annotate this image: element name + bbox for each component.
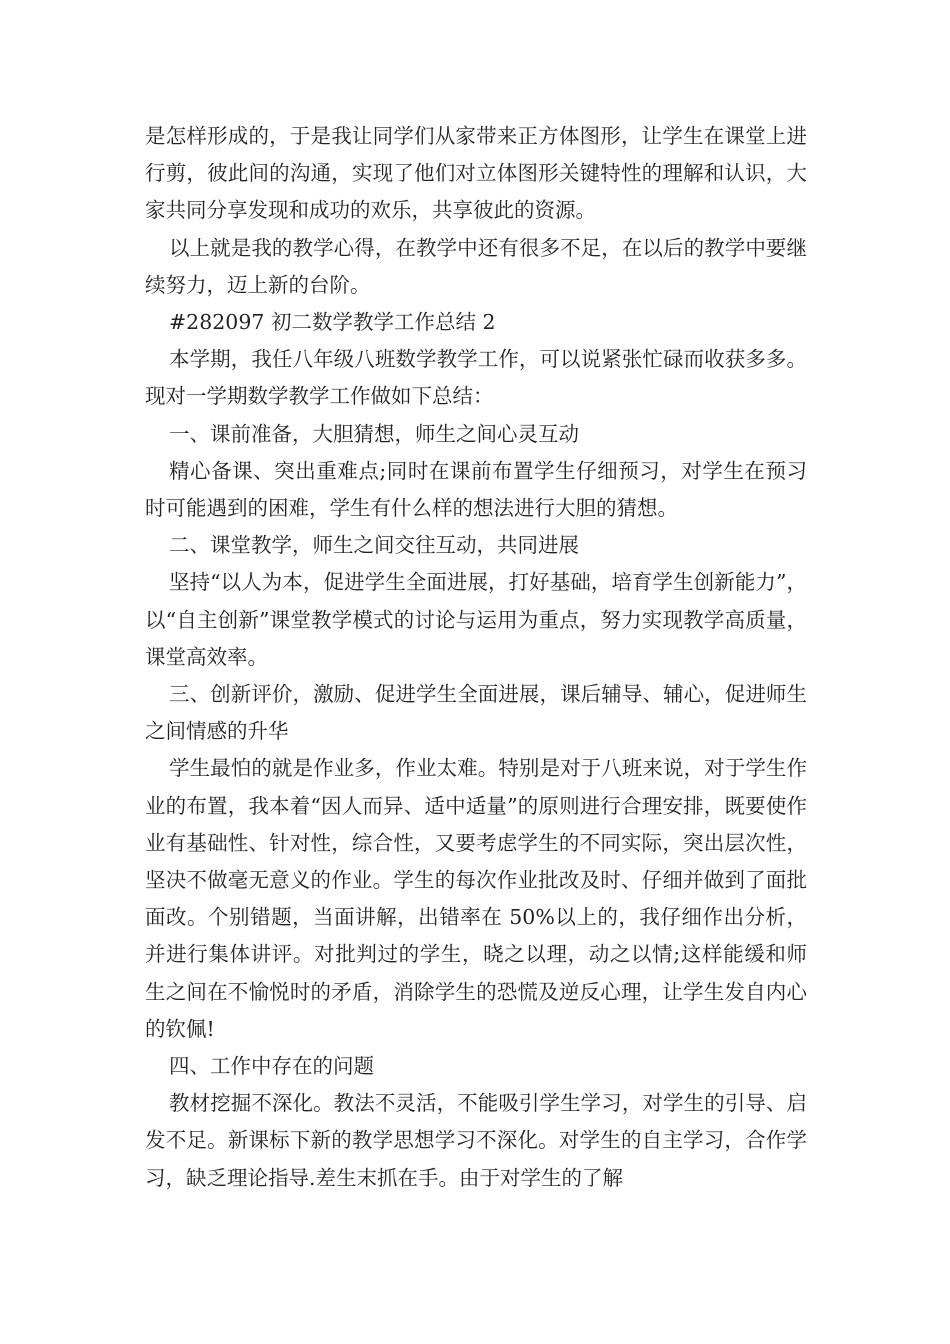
paragraph-intro: 本学期，我任八年级八班数学教学工作，可以说紧张忙碌而收获多多。现对一学期数学教学工作做如下总结：	[145, 347, 807, 409]
heading-four: 四、工作中存在的问题	[169, 1054, 374, 1079]
heading-one: 一、课前准备，大胆猜想，师生之间心灵互动	[169, 421, 579, 446]
heading-two: 二、课堂教学，师生之间交往互动，共同进展	[169, 533, 579, 558]
paragraph-one: 精心备课、突出重难点;同时在课前布置学生仔细预习，对学生在预习时可能遇到的困难，学生有什么样的想法进行大胆的猜想。	[145, 458, 807, 521]
heading-three: 三、创新评价，激励、促进学生全面进展，课后辅导、辅心，促进师生之间情感的升华	[145, 682, 807, 744]
paragraph-continuation: 是怎样形成的，于是我让同学们从家带来正方体图形，让学生在课堂上进行剪，彼此间的沟通，实现了他们对立体图形关键特性的理解和认识，大家共同分享发现和成功的欢乐，共享彼此的资源。	[145, 124, 807, 223]
paragraph-four: 教材挖掘不深化。教法不灵活，不能吸引学生学习，对学生的引导、启发不足。新课标下新的教学思想学习不深化。对学生的自主学习，合作学习，缺乏理论指导.差生末抓在手。由于对学生的了解	[145, 1091, 807, 1190]
document-body	[145, 118, 807, 1197]
section-title: #282097 初二数学教学工作总结 2	[169, 310, 496, 335]
paragraph-summary: 以上就是我的教学心得，在教学中还有很多不足，在以后的教学中要继续努力，迈上新的台阶。	[145, 235, 807, 297]
paragraph-three: 学生最怕的就是作业多，作业太难。特别是对于八班来说，对于学生作业的布置，我本着“因人而异、适中适量”的原则进行合理安排，既要使作业有基础性、针对性，综合性，又要考虑学生的不同实际，突出层次性，坚决不做毫无意义的作业。学生的每次作业批改及时、仔细并做到了面批面改。个别错题，当面讲解，出错率在 50%以上的，我仔细作出分析，并进行集体讲评。对批判过的学生，晓之以理，动之以情;这样能缓和师生之间在不愉悦时的矛盾，消除学生的恐慌及逆反心理，让学生发自内心的钦佩!	[145, 756, 807, 1041]
paragraph-two: 坚持“以人为本，促进学生全面进展，打好基础，培育学生创新能力”，以“自主创新”课堂教学模式的讨论与运用为重点，努力实现教学高质量，课堂高效率。	[145, 570, 807, 669]
